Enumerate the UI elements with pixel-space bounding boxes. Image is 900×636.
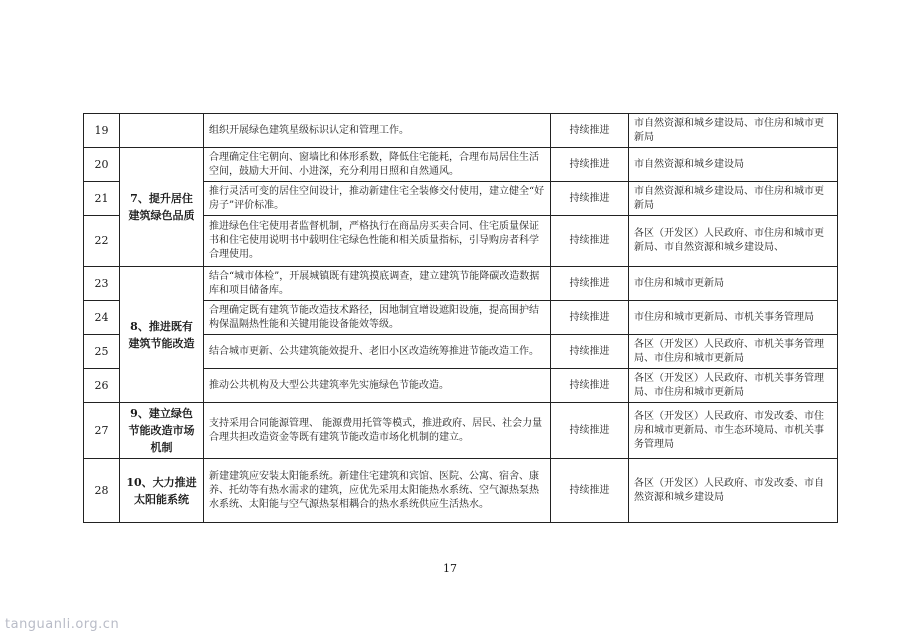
task-text: 结合城市更新、公共建筑能效提升、老旧小区改造统筹推进节能改造工作。 (204, 335, 551, 369)
task-text: 合理确定住宅朝向、窗墙比和体形系数，降低住宅能耗，合理布局居住生活空间，鼓励大开间、小进深，充分利用日照和自然通风。 (204, 148, 551, 182)
responsible-dept: 各区（开发区）人民政府、市发改委、市住房和城市更新局、市生态环境局、市机关事务管理局 (629, 403, 838, 459)
responsible-dept: 市自然资源和城乡建设局、市住房和城市更新局 (629, 114, 838, 148)
page-number: 17 (443, 562, 457, 575)
watermark: tanguanli.org.cn (5, 617, 120, 632)
table-row (84, 267, 838, 301)
row-number: 23 (84, 267, 120, 301)
task-text: 结合“城市体检”，开展城镇既有建筑摸底调查，建立建筑节能降碳改造数据库和项目储备库。 (204, 267, 551, 301)
row-number: 27 (84, 403, 120, 459)
task-text: 支持采用合同能源管理、 能源费用托管等模式，推进政府、居民、社会力量合理共担改造资金等既有建筑节能改造市场化机制的建立。 (204, 403, 551, 459)
responsible-dept: 各区（开发区）人民政府、市机关事务管理局、市住房和城市更新局 (629, 369, 838, 403)
responsible-dept: 市自然资源和城乡建设局 (629, 148, 838, 182)
row-number: 22 (84, 216, 120, 267)
progress-status: 持续推进 (551, 301, 629, 335)
progress-status: 持续推进 (551, 403, 629, 459)
task-table (83, 113, 838, 523)
table-row (84, 114, 838, 148)
progress-status: 持续推进 (551, 459, 629, 523)
task-text: 推行灵活可变的居住空间设计，推动新建住宅全装修交付使用，建立健全“好房子”评价标准。 (204, 182, 551, 216)
row-number: 20 (84, 148, 120, 182)
category-label: 7、提升居住建筑绿色品质 (120, 148, 204, 267)
row-number: 24 (84, 301, 120, 335)
row-number: 21 (84, 182, 120, 216)
progress-status: 持续推进 (551, 216, 629, 267)
progress-status: 持续推进 (551, 148, 629, 182)
task-text: 新建建筑应安装太阳能系统。新建住宅建筑和宾馆、医院、公寓、宿舍、康养、托幼等有热水需求的建筑，应优先采用太阳能热水系统、空气源热泵热水系统、太阳能与空气源热泵相耦合的热水系统供应生活热水。 (204, 459, 551, 523)
responsible-dept: 市自然资源和城乡建设局、市住房和城市更新局 (629, 182, 838, 216)
row-number: 25 (84, 335, 120, 369)
category-cell-empty (120, 114, 204, 148)
progress-status: 持续推进 (551, 267, 629, 301)
responsible-dept: 市住房和城市更新局 (629, 267, 838, 301)
responsible-dept: 各区（开发区）人民政府、市发改委、市自然资源和城乡建设局 (629, 459, 838, 523)
task-text: 组织开展绿色建筑星级标识认定和管理工作。 (204, 114, 551, 148)
row-number: 19 (84, 114, 120, 148)
progress-status: 持续推进 (551, 182, 629, 216)
table-row (84, 403, 838, 459)
task-text: 推进绿色住宅使用者监督机制，严格执行在商品房买卖合同、住宅质量保证书和住宅使用说明书中载明住宅绿色性能和相关质量指标，引导购房者科学合理使用。 (204, 216, 551, 267)
responsible-dept: 市住房和城市更新局、市机关事务管理局 (629, 301, 838, 335)
progress-status: 持续推进 (551, 114, 629, 148)
category-label: 9、建立绿色节能改造市场机制 (120, 403, 204, 459)
table-row (84, 459, 838, 523)
responsible-dept: 各区（开发区）人民政府、市机关事务管理局、市住房和城市更新局 (629, 335, 838, 369)
table-row (84, 148, 838, 182)
task-text: 推动公共机构及大型公共建筑率先实施绿色节能改造。 (204, 369, 551, 403)
responsible-dept: 各区（开发区）人民政府、市住房和城市更新局、市自然资源和城乡建设局、 (629, 216, 838, 267)
progress-status: 持续推进 (551, 335, 629, 369)
task-text: 合理确定既有建筑节能改造技术路径，因地制宜增设遮阳设施，提高围护结构保温隔热性能和关键用能设备能效等级。 (204, 301, 551, 335)
category-label: 8、推进既有建筑节能改造 (120, 267, 204, 403)
row-number: 26 (84, 369, 120, 403)
category-label: 10、大力推进太阳能系统 (120, 459, 204, 523)
row-number: 28 (84, 459, 120, 523)
progress-status: 持续推进 (551, 369, 629, 403)
